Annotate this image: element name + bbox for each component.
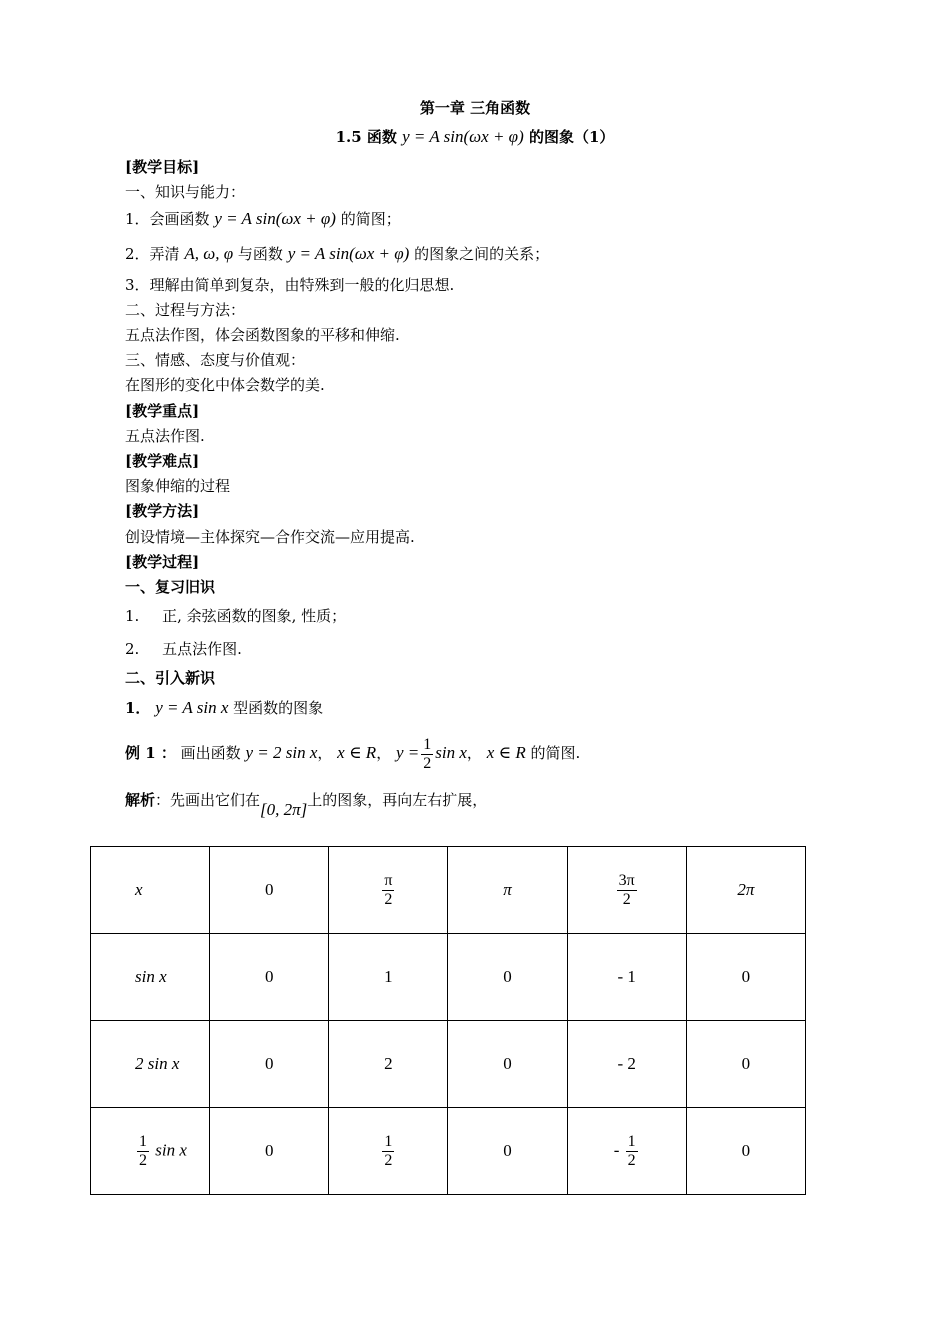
table-cell: 0: [448, 1021, 567, 1108]
example-formula1: y = 2 sin x: [245, 743, 318, 762]
fraction-denominator: 2: [627, 1151, 636, 1169]
item1-suffix: 的简图；: [340, 210, 401, 228]
fraction-numerator: 3π: [618, 871, 635, 889]
section-formula: y = A sin(ωx + φ): [402, 127, 524, 146]
table-cell: - 1: [567, 934, 686, 1021]
cell-fraction: [382, 1133, 394, 1170]
minus-sign: -: [613, 1139, 624, 1159]
chapter-title: 第一章 三角函数: [419, 99, 531, 117]
example-sep3: ，: [466, 744, 482, 762]
row-header-cell: sin x: [91, 934, 210, 1021]
fraction-denominator: 2: [139, 1151, 147, 1169]
objectives-part2-title: 二、过程与方法：: [125, 301, 246, 319]
table-cell: - 2: [567, 1021, 686, 1108]
sub1-num: 1．: [125, 699, 151, 717]
values-table: [90, 846, 806, 1195]
table-cell: 1: [329, 934, 448, 1021]
method-text: 创设情境—主体探究—合作交流—应用提高.: [125, 528, 415, 546]
review-item2-num: 2.: [125, 640, 140, 658]
row-header-cell: x: [91, 847, 210, 934]
table-cell: 0: [210, 1108, 329, 1195]
fraction-numerator: 1: [627, 1132, 636, 1150]
table-cell: [567, 847, 686, 934]
example-sep2: ，: [376, 744, 392, 762]
new-title: 二、引入新识: [125, 669, 216, 687]
fraction-denominator: 2: [384, 1151, 393, 1169]
item1-prefix: 1．会画函数: [125, 210, 210, 228]
table-cell: 0: [448, 1108, 567, 1195]
table-cell: 0: [210, 934, 329, 1021]
row-header-cell: 2 sin x: [91, 1021, 210, 1108]
table-cell: π: [448, 847, 567, 934]
analysis-interval: [0, 2π]: [260, 800, 308, 819]
cell-fraction: [617, 872, 637, 909]
item1-formula: y = A sin(ωx + φ): [214, 209, 336, 228]
item2-prefix: 2．弄清: [125, 245, 180, 263]
fraction-denominator: 2: [384, 890, 393, 908]
fraction-numerator: π: [384, 871, 393, 889]
table-row: [91, 847, 806, 934]
item2-formula-b: y = A sin(ωx + φ): [287, 244, 410, 263]
table-cell: [567, 1108, 686, 1195]
process-heading: [教学过程]: [125, 553, 200, 571]
table-row: [91, 1108, 806, 1195]
section-suffix: 的图象（1）: [528, 128, 615, 146]
analysis-colon: ：: [155, 791, 171, 809]
key-point-heading: [教学重点]: [125, 402, 200, 420]
table-cell: 2: [329, 1021, 448, 1108]
item2-suffix: 的图象之间的关系；: [414, 245, 550, 263]
cell-fraction: [382, 872, 394, 909]
objectives-heading: [教学目标]: [125, 158, 200, 176]
fraction-numerator: 1: [384, 1132, 393, 1150]
method-heading: [教学方法]: [125, 502, 200, 520]
table-cell: 0: [686, 1021, 805, 1108]
objectives-item3: 3．理解由简单到复杂，由特殊到一般的化归思想.: [125, 276, 455, 294]
fraction-numerator: 1: [139, 1132, 147, 1150]
example-suffix: 的简图.: [530, 744, 581, 762]
analysis-suffix: 上的图象，再向左右扩展，: [307, 791, 488, 809]
fraction-denominator: 2: [423, 754, 432, 772]
table-cell: 0: [686, 1108, 805, 1195]
review-item1-num: 1.: [125, 607, 140, 625]
table-cell: 0: [686, 934, 805, 1021]
objectives-part3-title: 三、情感、态度与价值观：: [125, 351, 306, 369]
cell-suffix: sin x: [151, 1139, 187, 1159]
objectives-part1-title: 一、知识与能力：: [125, 183, 246, 201]
example-domain1: x ∈ R: [337, 743, 377, 762]
example-domain2: x ∈ R: [486, 743, 526, 762]
table-row: [91, 934, 806, 1021]
table-cell: 0: [210, 847, 329, 934]
objectives-part3-text: 在图形的变化中体会数学的美.: [125, 376, 325, 394]
example-1: [125, 733, 580, 773]
row-header-cell: [91, 1108, 210, 1195]
subsection-1: [125, 698, 323, 718]
analysis-label: 解析: [125, 791, 156, 809]
key-point-text: 五点法作图.: [125, 427, 205, 445]
section-prefix: 1.5 函数: [335, 128, 397, 146]
difficulty-text: 图象伸缩的过程: [125, 477, 231, 495]
fraction-denominator: 2: [622, 890, 631, 908]
objectives-part2-text: 五点法作图，体会函数图象的平移和伸缩.: [125, 326, 400, 344]
table-row: [91, 1021, 806, 1108]
sub1-formula: y = A sin x: [155, 698, 229, 717]
review-item1-text: 正, 余弦函数的图象, 性质；: [162, 607, 347, 625]
table-cell: 2π: [686, 847, 805, 934]
review-item1: [125, 606, 346, 626]
example-fraction: [421, 736, 433, 773]
example-formula2-rhs: sin x: [435, 743, 467, 762]
example-prefix: 画出函数: [180, 744, 241, 762]
objectives-item2: [125, 244, 549, 264]
review-item2: [125, 639, 242, 659]
review-item2-text: 五点法作图.: [162, 640, 242, 658]
review-title: 一、复习旧识: [125, 578, 216, 596]
difficulty-heading: [教学难点]: [125, 452, 200, 470]
table-cell: [329, 1108, 448, 1195]
example-sep1: ，: [317, 744, 333, 762]
fraction-numerator: 1: [423, 735, 432, 753]
table-cell: 0: [210, 1021, 329, 1108]
item2-formula-a: A, ω, φ: [184, 244, 234, 263]
table-cell: [329, 847, 448, 934]
item2-mid: 与函数: [237, 245, 283, 263]
cell-fraction: [137, 1133, 149, 1170]
section-title: [0, 127, 950, 147]
cell-fraction: [626, 1133, 638, 1170]
example-label: 例 1 ：: [125, 744, 176, 762]
example-formula2-lhs: y =: [395, 743, 420, 762]
objectives-item1: [125, 209, 401, 229]
analysis-line: [125, 790, 488, 819]
analysis-prefix: 先画出它们在: [170, 791, 261, 809]
table-cell: 0: [448, 934, 567, 1021]
sub1-suffix: 型函数的图象: [233, 699, 324, 717]
